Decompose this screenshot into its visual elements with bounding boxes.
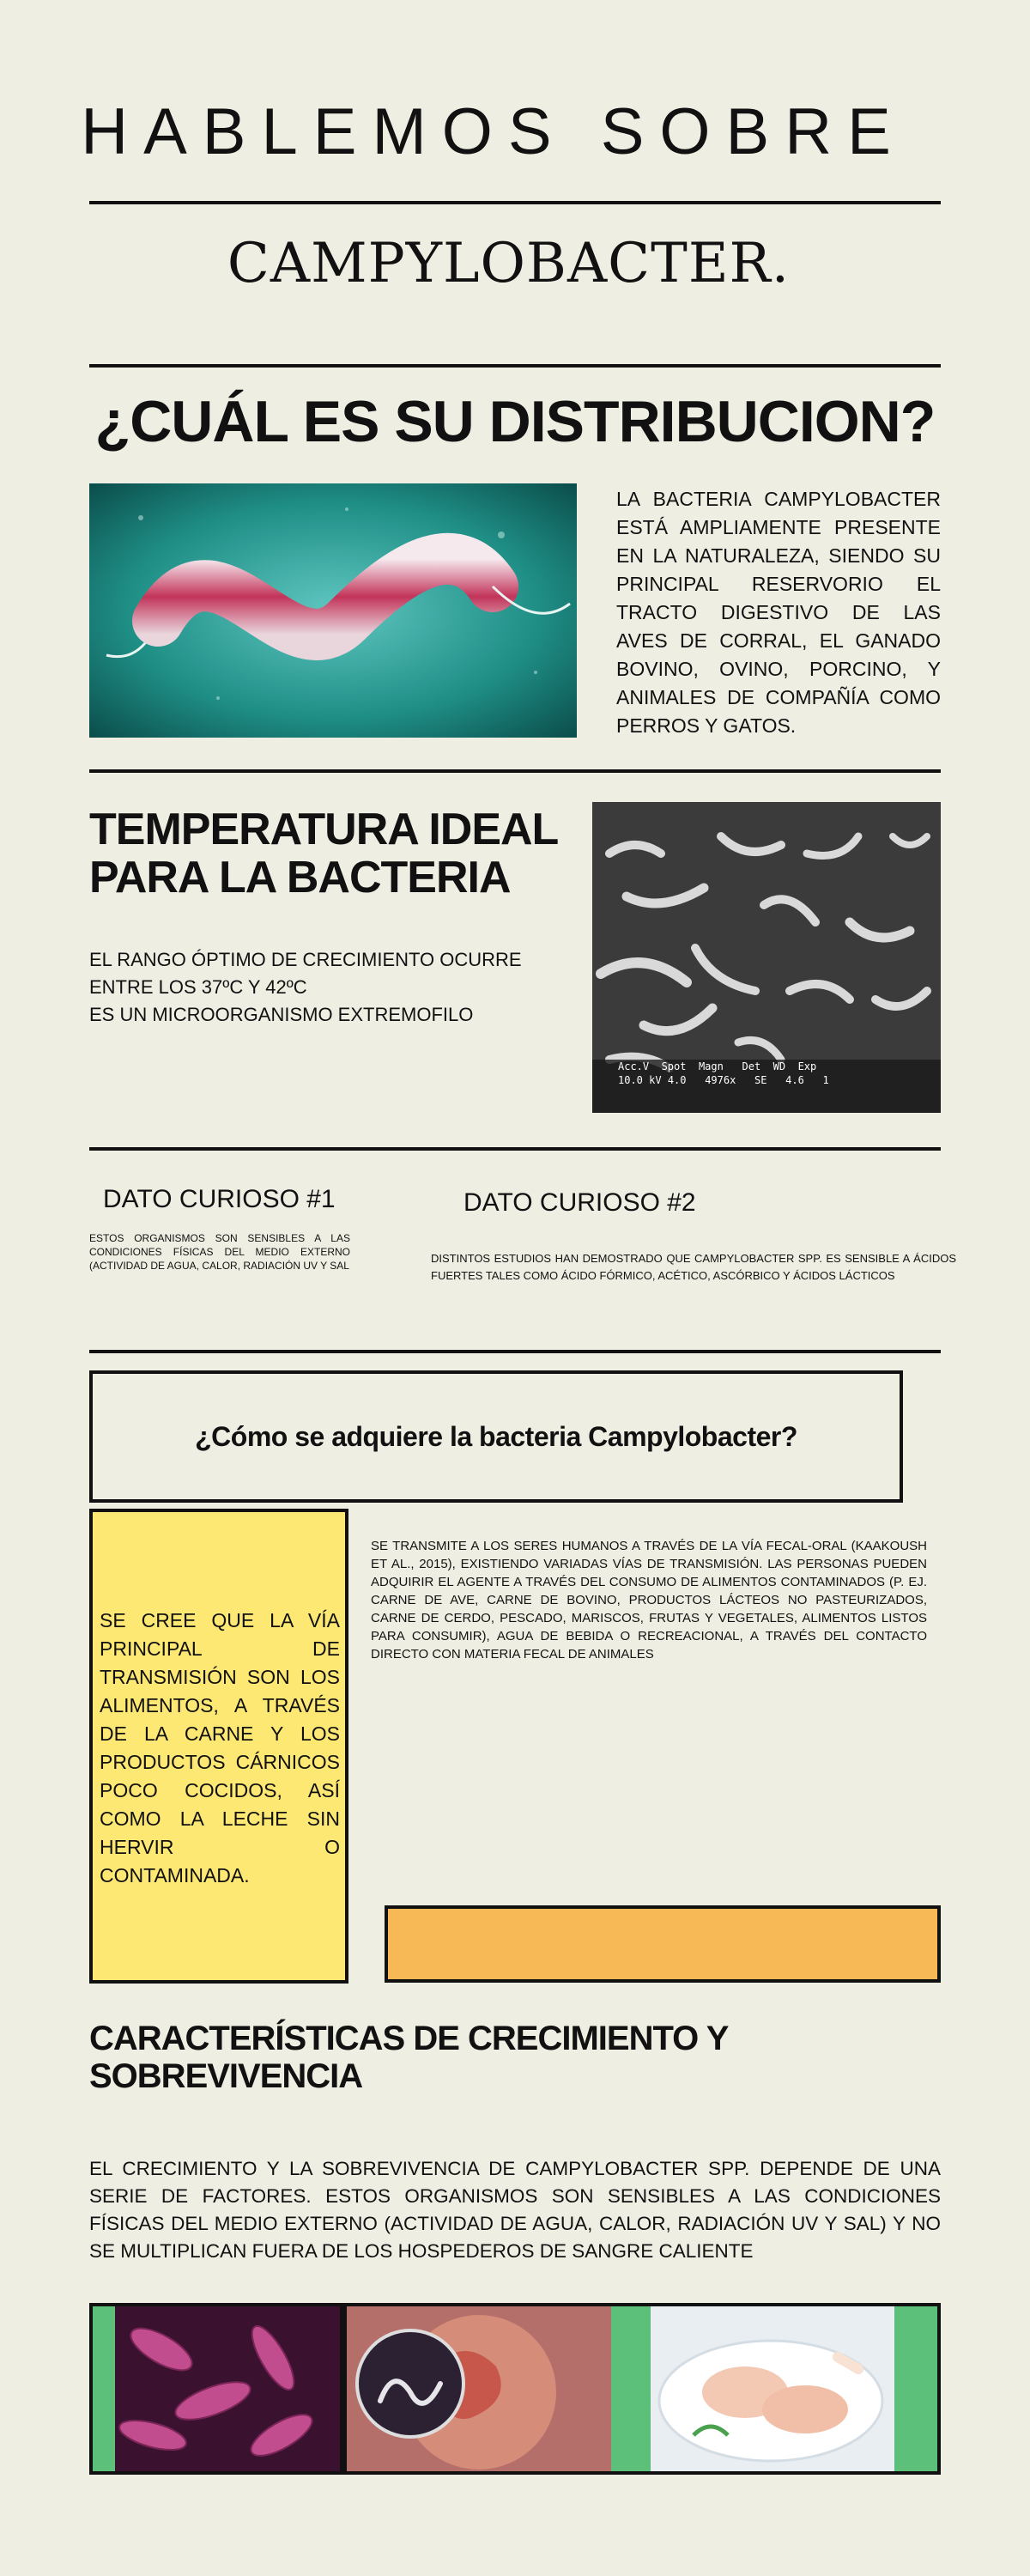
temperature-text-line-1: EL RANGO ÓPTIMO DE CRECIMIENTO OCURRE ENTRE LOS 37ºC Y 42ºC: [89, 949, 522, 998]
yellow-callout: [89, 1509, 348, 1984]
bacteria-3d-image: [89, 483, 577, 738]
temperature-title-line-1: TEMPERATURA IDEAL: [89, 805, 559, 854]
title-line-2: CAMPYLOBACTER.: [227, 232, 791, 295]
micrograph-label-row-1: Acc.V Spot Magn Det WD Exp: [618, 1060, 817, 1072]
title-line-1: HABLEMOS SOBRE: [81, 95, 906, 168]
temperature-text-line-2: ES UN MICROORGANISMO EXTREMOFILO: [89, 1004, 474, 1025]
growth-title: [89, 2020, 862, 2095]
micrograph-labels: [618, 1060, 829, 1087]
image-strip: [89, 2303, 941, 2475]
divider: [89, 1350, 941, 1353]
curious-fact-2-title: DATO CURIOSO #2: [464, 1188, 696, 1217]
curious-fact-2-text: DISTINTOS ESTUDIOS HAN DEMOSTRADO QUE CAMPYLOBACTER SPP. ES SENSIBLE A ÁCIDOS FUERTES TALES COMO ÁCIDO FÓRMICO, ACÉTICO, ASCÓRBICO Y ÁCIDOS LÁCTICOS: [431, 1252, 956, 1282]
yellow-callout-text: SE CREE QUE LA VÍA PRINCIPAL DE TRANSMISIÓN SON LOS ALIMENTOS, A TRAVÉS DE LA CARNE Y LOS PRODUCTOS CÁRNICOS POCO COCIDOS, ASÍ COMO LA LECHE SIN HERVIR O CONTAMINADA.: [100, 1609, 340, 1886]
temperature-title-line-2: PARA LA BACTERIA: [89, 853, 511, 902]
acquire-text: SE TRANSMITE A LOS SERES HUMANOS A TRAVÉS DE LA VÍA FECAL-ORAL (KAAKOUSH ET AL., 2015), EXISTIENDO VARIADAS VÍAS DE TRANSMISIÓN. LAS PERSONAS PUEDEN ADQUIRIR EL AGENTE A TRAVÉS DEL CONSUMO DE ALIMENTOS CONTAMINADOS (P. EJ. CARNE DE AVE, CARNE DE BOVINO, PRODUCTOS LÁCTEOS NO PASTEURIZADOS, CARNE DE CERDO, PESCADO, MARISCOS, FRUTAS Y VEGETALES, ALIMENTOS LISTOS PARA CONSUMIR), AGUA DE BEBIDA O RECREACIONAL, A TRAVÉS DEL CONTACTO DIRECTO CON MATERIA FECAL DE ANIMALES: [371, 1539, 927, 1662]
acquire-question: ¿Cómo se adquiere la bacteria Campylobacter?: [195, 1420, 797, 1452]
distribution-title: ¿CUÁL ES SU DISTRIBUCION?: [94, 389, 936, 454]
temperature-text: [89, 946, 563, 1029]
growth-title-line-2: SOBREVIVENCIA: [89, 2057, 363, 2095]
divider: [89, 364, 941, 368]
divider: [89, 1147, 941, 1151]
curious-fact-1-title: DATO CURIOSO #1: [103, 1185, 336, 1213]
acquire-question-box: [89, 1370, 903, 1503]
temperature-title: [89, 805, 558, 902]
orange-box: [385, 1905, 941, 1983]
electron-micrograph-image: [592, 802, 941, 1113]
divider: [89, 769, 941, 773]
growth-title-line-1: CARACTERÍSTICAS DE CRECIMIENTO Y: [89, 2020, 729, 2057]
growth-text: EL CRECIMIENTO Y LA SOBREVIVENCIA DE CAMPYLOBACTER SPP. DEPENDE DE UNA SERIE DE FACTORES. ESTOS ORGANISMOS SON SENSIBLES A LAS CONDICIONES FÍSICAS DEL MEDIO EXTERNO (ACTIVIDAD DE AGUA, CALOR, RADIACIÓN UV Y SAL) Y NO SE MULTIPLICAN FUERA DE LOS HOSPEDEROS DE SANGRE CALIENTE: [89, 2158, 941, 2262]
micrograph-label-row-2: 10.0 kV 4.0 4976x SE 4.6 1: [618, 1074, 829, 1086]
divider: [89, 201, 941, 204]
distribution-text: LA BACTERIA CAMPYLOBACTER ESTÁ AMPLIAMENTE PRESENTE EN LA NATURALEZA, SIENDO SU PRINCIPAL RESERVORIO EL TRACTO DIGESTIVO DE LAS AVES DE CORRAL, EL GANADO BOVINO, OVINO, PORCINO, Y ANIMALES DE COMPAÑÍA COMO PERROS Y GATOS.: [616, 488, 941, 737]
curious-fact-1-text: ESTOS ORGANISMOS SON SENSIBLES A LAS CONDICIONES FÍSICAS DEL MEDIO EXTERNO (ACTIVIDAD DE AGUA, CALOR, RADIACIÓN UV Y SAL: [89, 1232, 350, 1272]
